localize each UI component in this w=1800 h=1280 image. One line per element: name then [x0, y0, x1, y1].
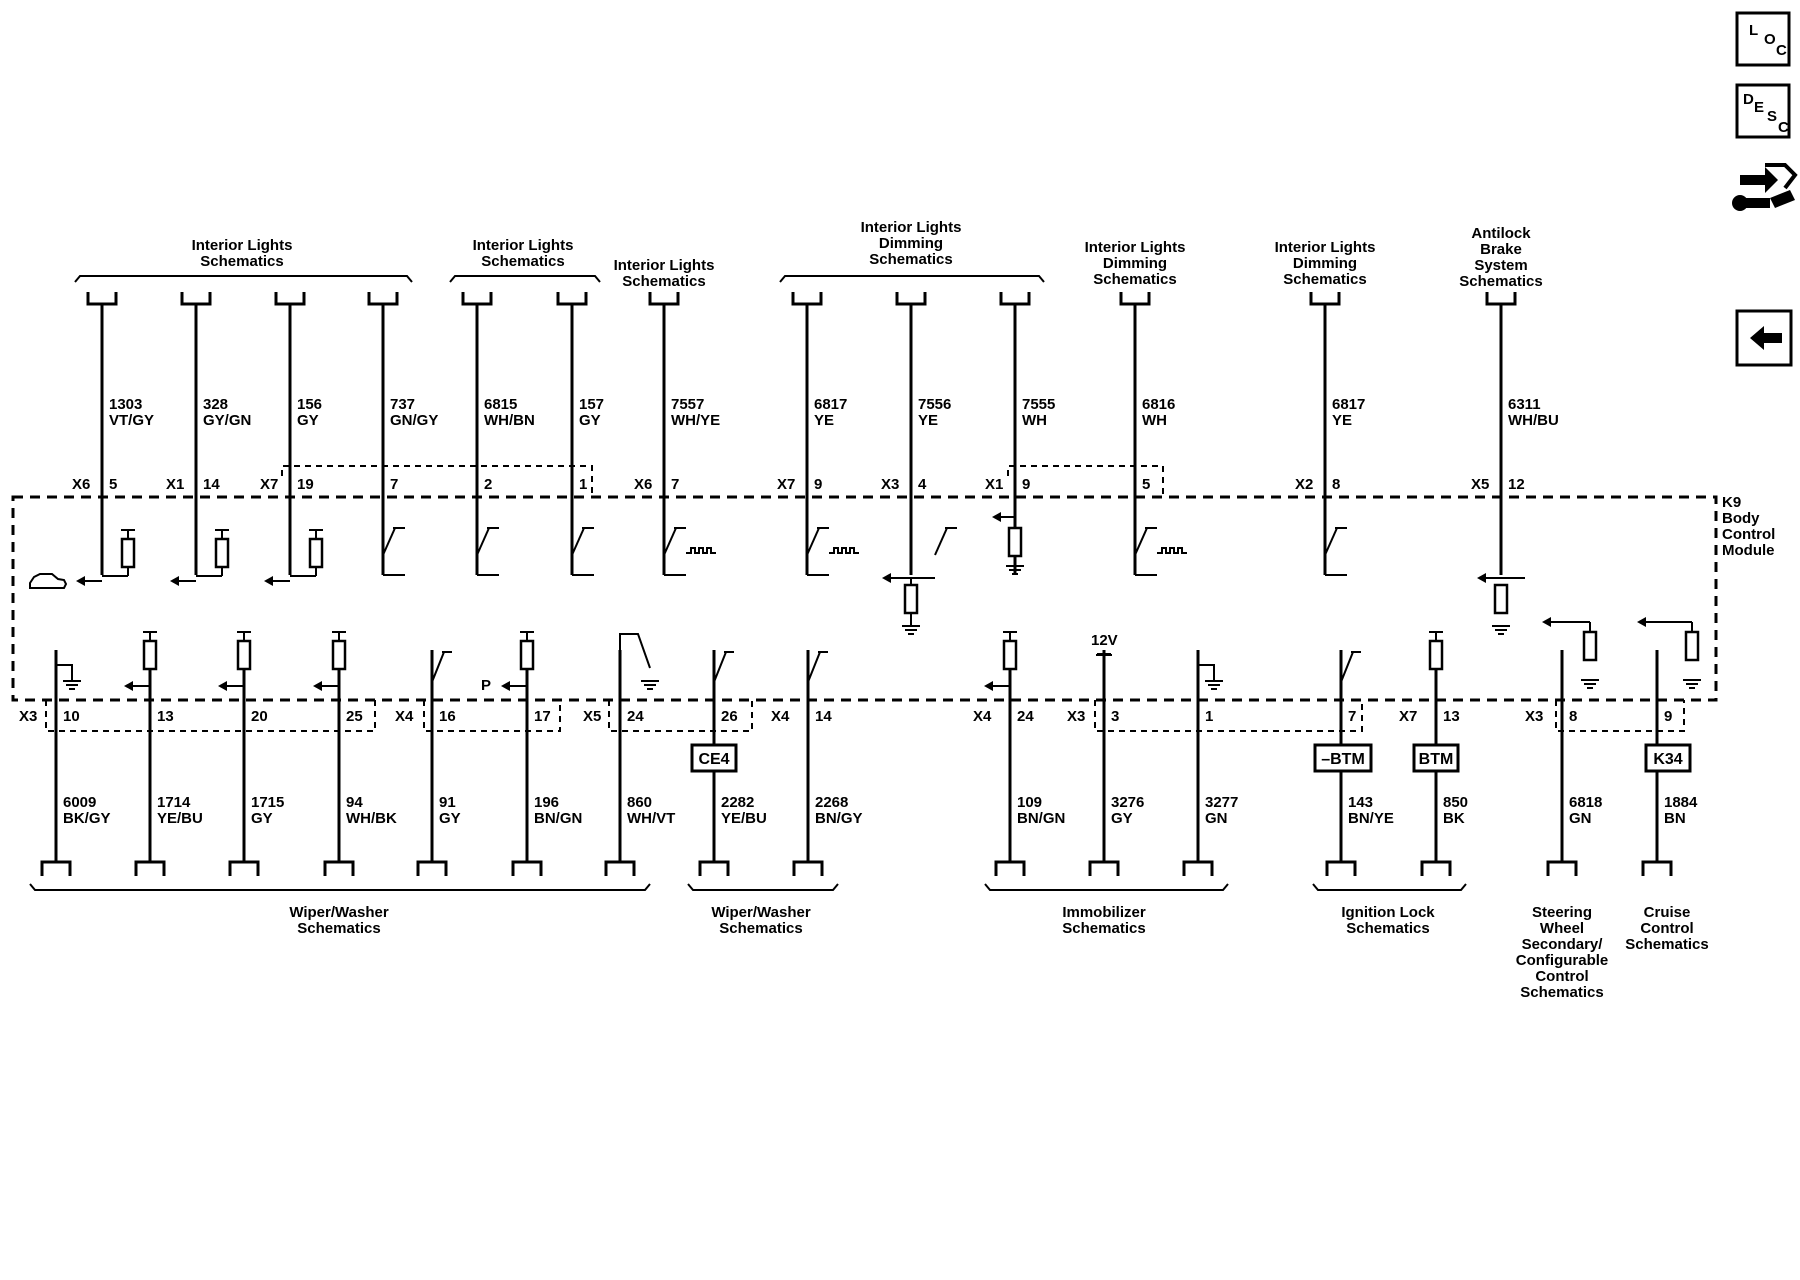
pin-number: 9: [1664, 708, 1673, 725]
pin-number: 7: [390, 476, 399, 493]
svg-text:L: L: [1749, 22, 1759, 39]
group-label: Schematics: [297, 920, 381, 937]
wire-color: YE: [1332, 412, 1353, 429]
connector-id: X3: [881, 476, 900, 493]
top-circuit: [260, 292, 322, 575]
pin-number: 8: [1569, 708, 1578, 725]
circuit-number: 860: [627, 794, 653, 811]
component-box-btm: [1414, 745, 1458, 771]
bottom-destination-group: [1516, 904, 1609, 1001]
terminal-symbol: [88, 292, 116, 304]
group-label: Dimming: [1292, 255, 1358, 272]
bottom-circuit: [771, 650, 863, 876]
pin-number: 14: [203, 476, 220, 493]
top-circuit: [881, 292, 951, 575]
group-label: Schematics: [1283, 271, 1367, 288]
connector-id: X5: [583, 708, 602, 725]
svg-text:E: E: [1754, 99, 1765, 116]
bottom-destination-group: [1313, 884, 1466, 937]
connector-id: X5: [1471, 476, 1490, 493]
group-label: Schematics: [1459, 273, 1543, 290]
connector-id: X3: [1067, 708, 1086, 725]
terminal-symbol: [1311, 292, 1339, 304]
component-box-k34: [1646, 745, 1690, 771]
terminal-symbol: [996, 862, 1024, 876]
bottom-destination-group: [30, 884, 650, 937]
circuit-number: 6817: [814, 396, 848, 413]
group-bracket: [780, 276, 1044, 282]
circuit-number: 3276: [1111, 794, 1145, 811]
circuit-number: 6817: [1332, 396, 1366, 413]
circuit-number: 1714: [157, 794, 191, 811]
svg-text:C: C: [1776, 42, 1787, 59]
group-label: System: [1474, 257, 1528, 274]
terminal-symbol: [276, 292, 304, 304]
group-label: Schematics: [481, 253, 565, 270]
group-label: Interior Lights: [613, 257, 715, 274]
circuit-number: 1715: [251, 794, 285, 811]
top-circuit: [72, 292, 154, 575]
pin-number: 5: [1142, 476, 1151, 493]
group-label: Wiper/Washer: [711, 904, 811, 921]
circuit-number: 6818: [1569, 794, 1603, 811]
wire-color: GY: [1111, 810, 1133, 827]
terminal-symbol: [230, 862, 258, 876]
terminal-symbol: [1121, 292, 1149, 304]
top-destination-group: [1275, 239, 1376, 288]
wire-color: BN/GN: [534, 810, 583, 827]
wire-color: GY: [251, 810, 273, 827]
circuit-number: 6311: [1508, 396, 1541, 413]
group-label: Immobilizer: [1062, 904, 1146, 921]
label-12v: 12V: [1091, 632, 1118, 649]
connector-id: X6: [634, 476, 653, 493]
group-label: Schematics: [869, 251, 953, 268]
group-label: Steering: [1531, 904, 1593, 921]
terminal-symbol: [325, 862, 353, 876]
svg-text:BTM: BTM: [1418, 751, 1454, 768]
terminal-symbol: [1184, 862, 1212, 876]
group-label: Wheel: [1539, 920, 1585, 937]
wire-color: WH/BN: [484, 412, 535, 429]
group-label: Secondary/: [1521, 936, 1603, 953]
terminal-symbol: [1422, 862, 1450, 876]
loc-button[interactable]: [1737, 13, 1789, 65]
terminal-symbol: [463, 292, 491, 304]
bottom-destination-group: [1625, 904, 1708, 953]
wire-color: BN/GN: [1017, 810, 1066, 827]
svg-text:K9: K9: [1722, 494, 1742, 511]
label-p: P: [481, 677, 492, 694]
bottom-circuit: [513, 650, 582, 876]
group-label: Dimming: [878, 235, 944, 252]
circuit-number: 1884: [1664, 794, 1698, 811]
group-label: Dimming: [1102, 255, 1168, 272]
pin-number: 16: [439, 708, 456, 725]
connector-id: X7: [260, 476, 279, 493]
bottom-circuit: [973, 650, 1065, 876]
pin-number: 14: [815, 708, 832, 725]
connector-id: X7: [1399, 708, 1418, 725]
terminal-symbol: [369, 292, 397, 304]
circuit-number: 7555: [1022, 396, 1056, 413]
top-circuit: [777, 292, 847, 575]
connector-id: X2: [1295, 476, 1314, 493]
wire-color: BK: [1443, 810, 1465, 827]
group-label: Schematics: [200, 253, 284, 270]
wire-color: VT/GY: [109, 412, 155, 429]
wire-color: BK/GY: [63, 810, 111, 827]
terminal-symbol: [700, 862, 728, 876]
group-label: Ignition Lock: [1341, 904, 1435, 921]
group-bracket: [75, 276, 412, 282]
circuit-number: 3277: [1205, 794, 1239, 811]
pin-number: 3: [1111, 708, 1120, 725]
wire-color: YE/BU: [721, 810, 767, 827]
component-box-ce4: [692, 745, 736, 771]
top-circuit: [463, 292, 535, 575]
pin-number: 12: [1508, 476, 1525, 493]
component-box-neg-btm: [1315, 745, 1371, 771]
group-label: Configurable: [1515, 952, 1609, 969]
group-label: Interior Lights: [1274, 239, 1376, 256]
svg-text:O: O: [1764, 31, 1776, 48]
group-label: Schematics: [1346, 920, 1430, 937]
pin-number: 24: [1017, 708, 1034, 725]
circuit-number: 328: [203, 396, 229, 413]
terminal-symbol: [793, 292, 821, 304]
connector-id: X7: [777, 476, 796, 493]
circuit-number: 157: [579, 396, 605, 413]
wire-color: WH: [1022, 412, 1047, 429]
group-label: Antilock: [1471, 225, 1531, 242]
circuit-number: 737: [390, 396, 416, 413]
pin-number: 13: [157, 708, 174, 725]
group-label: Interior Lights: [472, 237, 574, 254]
pin-number: 19: [297, 476, 314, 493]
terminal-symbol: [1548, 862, 1576, 876]
bottom-circuit: [583, 650, 675, 876]
wire-color: WH/BU: [1508, 412, 1559, 429]
group-bracket: [985, 884, 1228, 890]
top-circuit: [1471, 292, 1559, 575]
circuit-number: 143: [1348, 794, 1374, 811]
group-bracket: [1313, 884, 1466, 890]
pin-number: 1: [1205, 708, 1214, 725]
circuit-number: 6009: [63, 794, 97, 811]
group-label: Schematics: [1520, 984, 1604, 1001]
top-destination-group: [1459, 225, 1542, 290]
group-label: Schematics: [622, 273, 706, 290]
svg-text:K34: K34: [1653, 751, 1683, 768]
group-label: Interior Lights: [1084, 239, 1186, 256]
circuit-number: 2268: [815, 794, 849, 811]
back-arrow-button[interactable]: [1737, 311, 1791, 365]
internal-components: [30, 512, 1701, 691]
svg-text:Control: Control: [1722, 526, 1776, 543]
terminal-symbol: [794, 862, 822, 876]
top-destination-group: [1085, 239, 1186, 288]
connector-wrench-icon[interactable]: [1732, 165, 1795, 211]
top-circuit: [1121, 292, 1175, 575]
top-destination-group: [75, 237, 412, 282]
circuit-number: 94: [346, 794, 363, 811]
terminal-symbol: [136, 862, 164, 876]
pin-number: 10: [63, 708, 80, 725]
svg-text:Body: Body: [1722, 510, 1760, 527]
module-boundary: [13, 497, 1716, 700]
bottom-circuit: [1184, 650, 1238, 876]
pin-number: 9: [1022, 476, 1031, 493]
connector-id: X4: [771, 708, 790, 725]
wire-color: GN: [1569, 810, 1592, 827]
terminal-symbol: [1090, 862, 1118, 876]
top-circuit: [1295, 292, 1365, 575]
wire-color: GY: [579, 412, 601, 429]
circuit-number: 6816: [1142, 396, 1176, 413]
wire-color: GY: [297, 412, 319, 429]
module-label: [1722, 494, 1775, 559]
group-bracket: [30, 884, 650, 890]
pin-number: 2: [484, 476, 493, 493]
connector-id: X1: [985, 476, 1004, 493]
pin-number: 7: [1348, 708, 1357, 725]
wire-color: GN: [1205, 810, 1228, 827]
bottom-destination-group: [985, 884, 1228, 937]
connector-id: X1: [166, 476, 185, 493]
terminal-symbol: [650, 292, 678, 304]
wire-color: YE: [918, 412, 939, 429]
group-label: Schematics: [1625, 936, 1709, 953]
pin-number: 8: [1332, 476, 1341, 493]
bottom-circuit: [1067, 650, 1144, 876]
connector-id: X4: [973, 708, 992, 725]
circuit-number: 91: [439, 794, 456, 811]
circuit-number: 1303: [109, 396, 143, 413]
pin-number: 25: [346, 708, 363, 725]
bottom-circuit: [230, 650, 284, 876]
pin-number: 9: [814, 476, 823, 493]
top-destination-group: [614, 257, 715, 290]
wire-color: WH: [1142, 412, 1167, 429]
group-label: Wiper/Washer: [289, 904, 389, 921]
circuit-number: 196: [534, 794, 560, 811]
top-circuit: [369, 292, 438, 575]
svg-text:C: C: [1778, 119, 1789, 136]
bottom-circuit: [395, 650, 461, 876]
wire-color: WH/VT: [627, 810, 676, 827]
terminal-symbol: [558, 292, 586, 304]
connector-id: X3: [19, 708, 38, 725]
pin-number: 20: [251, 708, 268, 725]
group-label: Interior Lights: [191, 237, 293, 254]
svg-text:CE4: CE4: [698, 751, 730, 768]
connector-id: X6: [72, 476, 91, 493]
circuit-number: 109: [1017, 794, 1043, 811]
wire-color: GN/GY: [390, 412, 439, 429]
wire-color: YE/BU: [157, 810, 203, 827]
terminal-symbol: [1643, 862, 1671, 876]
pin-number: 5: [109, 476, 118, 493]
connector-id: X3: [1525, 708, 1544, 725]
terminal-symbol: [182, 292, 210, 304]
terminal-symbol: [513, 862, 541, 876]
group-bracket: [450, 276, 600, 282]
pin-number: 24: [627, 708, 644, 725]
terminal-symbol: [1327, 862, 1355, 876]
svg-text:D: D: [1743, 91, 1754, 108]
wire-color: WH/BK: [346, 810, 397, 827]
circuit-number: 156: [297, 396, 323, 413]
group-bracket: [688, 884, 838, 890]
svg-text:–BTM: –BTM: [1321, 751, 1365, 768]
group-label: Cruise: [1643, 904, 1691, 921]
pin-number: 1: [579, 476, 588, 493]
wire-color: GY/GN: [203, 412, 252, 429]
group-label: Brake: [1480, 241, 1522, 258]
bottom-circuit: [325, 650, 397, 876]
pin-number: 4: [918, 476, 927, 493]
group-label: Interior Lights: [860, 219, 962, 236]
group-label: Control: [1535, 968, 1589, 985]
wire-color: BN/GY: [815, 810, 863, 827]
group-label: Control: [1640, 920, 1694, 937]
group-label: Schematics: [719, 920, 803, 937]
svg-text:S: S: [1767, 108, 1778, 125]
connector-id: X4: [395, 708, 414, 725]
pin-number: 7: [671, 476, 680, 493]
circuit-number: 7556: [918, 396, 952, 413]
terminal-symbol: [42, 862, 70, 876]
terminal-symbol: [897, 292, 925, 304]
pin-number: 26: [721, 708, 738, 725]
wire-color: YE: [814, 412, 835, 429]
bottom-destination-group: [688, 884, 838, 937]
circuit-number: 6815: [484, 396, 518, 413]
terminal-symbol: [606, 862, 634, 876]
wire-color: BN/YE: [1348, 810, 1394, 827]
svg-text:Module: Module: [1722, 542, 1775, 559]
terminal-symbol: [1001, 292, 1029, 304]
desc-button[interactable]: [1737, 85, 1789, 137]
bottom-circuit: [19, 650, 111, 876]
top-circuit: [634, 292, 720, 575]
wire-color: BN: [1664, 810, 1686, 827]
circuit-number: 850: [1443, 794, 1469, 811]
terminal-symbol: [1487, 292, 1515, 304]
bottom-circuit: [136, 650, 203, 876]
circuit-number: 2282: [721, 794, 755, 811]
terminal-symbol: [418, 862, 446, 876]
circuit-number: 7557: [671, 396, 705, 413]
wire-color: WH/YE: [671, 412, 721, 429]
group-label: Schematics: [1093, 271, 1177, 288]
pin-number: 13: [1443, 708, 1460, 725]
top-circuit: [166, 292, 251, 575]
group-label: Schematics: [1062, 920, 1146, 937]
top-destination-group: [450, 237, 600, 282]
wire-color: GY: [439, 810, 461, 827]
top-destination-group: [780, 219, 1044, 282]
pin-number: 17: [534, 708, 551, 725]
